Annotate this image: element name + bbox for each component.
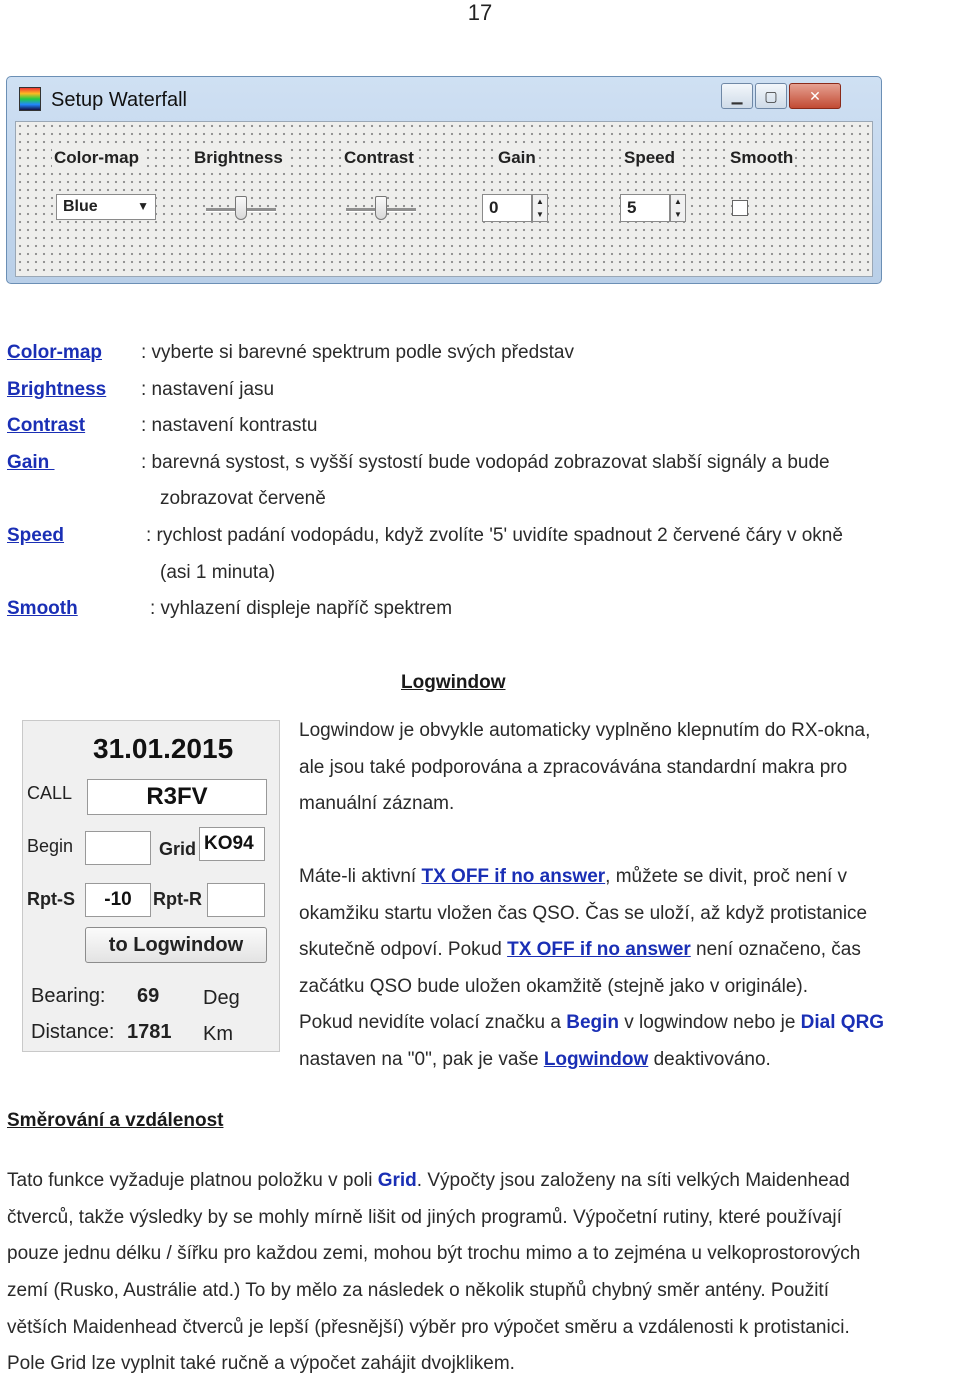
call-label: CALL: [27, 783, 73, 803]
logwindow-text-line-9: [299, 1049, 771, 1071]
maximize-icon: ▢: [764, 87, 778, 104]
distance-value: 1781: [127, 1021, 172, 1043]
close-icon: ✕: [809, 87, 821, 104]
logwindow-text-line-1: Logwindow je obvykle automaticky vyplněno klepnutím do RX-okna,: [299, 720, 871, 741]
label-smooth: Smooth: [730, 148, 794, 167]
bearing-unit: Deg: [203, 987, 240, 1009]
direction-text-line-4: zemí (Rusko, Austrálie atd.) To by mělo za následek o několik stupňů chybný směr antény. Použití: [7, 1280, 829, 1301]
brightness-slider-thumb[interactable]: [235, 196, 247, 220]
direction-text-line-3: pouze jednu délku / šířku pro každou zemi, mohou být trochu mimo a to zejména u velkoprostorových: [7, 1243, 861, 1264]
begin-highlight: Begin: [566, 1012, 619, 1033]
spin-up-icon[interactable]: ▲: [674, 197, 682, 206]
label-color-map: Color-map: [54, 148, 139, 167]
definition-brightness: : nastavení jasu: [141, 379, 275, 400]
text-fragment: , můžete se divit, proč není v: [605, 866, 848, 887]
grid-highlight: Grid: [377, 1170, 417, 1191]
spin-down-icon[interactable]: ▼: [536, 210, 544, 219]
bearing-label: Bearing:: [31, 985, 106, 1007]
text-fragment: Pokud nevidíte volací značku a: [299, 1012, 567, 1033]
rpt-s-label: Rpt-S: [27, 889, 75, 909]
definition-contrast: : nastavení kontrastu: [141, 415, 318, 436]
speed-spinbox[interactable]: 5: [620, 194, 670, 222]
text-fragment: deaktivováno.: [648, 1049, 771, 1070]
direction-text-line-5: větších Maidenhead čtverců je lepší (přesnější) výběr pro výpočet směru a vzdálenosti k protistanici.: [7, 1317, 850, 1338]
text-fragment: . Výpočty jsou založeny na síti velkých Maidenhead: [416, 1170, 850, 1191]
logwindow-text-line-7: začátku QSO bude uložen okamžitě (stejně jako v originále).: [299, 976, 809, 997]
speed-spin-buttons[interactable]: [670, 194, 686, 222]
logwindow-text-line-8: [299, 1012, 884, 1034]
distance-label: Distance:: [31, 1021, 115, 1043]
call-input[interactable]: R3FV: [87, 779, 267, 815]
direction-text-line-6: Pole Grid lze vyplnit také ručně a výpočet zahájit dvojklikem.: [7, 1353, 515, 1374]
window-title: Setup Waterfall: [51, 89, 187, 111]
grid-label: Grid: [159, 839, 197, 859]
logwindow-heading: Logwindow: [401, 672, 506, 693]
grid-input[interactable]: KO94: [199, 827, 265, 861]
logwindow-text-line-5: okamžiku startu vložen čas QSO. Čas se uloží, až když protistanice: [299, 903, 868, 924]
direction-text-line-2: čtverců, takže výsledky by se mohly mírně lišit od jiných programů. Výpočetní rutiny, které používají: [7, 1207, 842, 1228]
logwindow-panel: [22, 720, 280, 1052]
text-fragment: Tato funkce vyžaduje platnou položku v poli: [7, 1170, 378, 1191]
distance-unit: Km: [203, 1023, 233, 1045]
close-button[interactable]: [789, 83, 841, 109]
logwindow-text-line-3: manuální záznam.: [299, 793, 455, 814]
spin-up-icon[interactable]: ▲: [536, 197, 544, 206]
begin-label: Begin: [27, 836, 74, 856]
smooth-checkbox[interactable]: [732, 200, 748, 216]
maximize-button[interactable]: [755, 83, 787, 109]
term-speed: Speed: [7, 525, 65, 546]
color-map-select[interactable]: [56, 194, 156, 220]
label-brightness: Brightness: [194, 148, 283, 167]
bearing-value: 69: [137, 985, 160, 1007]
term-gain: Gain: [7, 452, 55, 473]
logwindow-text-line-6: [299, 939, 861, 961]
rpt-s-input[interactable]: -10: [85, 883, 151, 917]
gain-spinbox[interactable]: 0: [482, 194, 532, 222]
minimize-icon: ▁: [731, 87, 743, 104]
term-color-map: Color-map: [7, 342, 102, 363]
minimize-button[interactable]: [721, 83, 753, 109]
page-number: 17: [467, 0, 493, 25]
direction-heading: Směrování a vzdálenost: [7, 1110, 224, 1131]
text-fragment: nastaven na "0", pak je vaše: [299, 1049, 544, 1070]
text-fragment: skutečně odpoví. Pokud: [299, 939, 508, 960]
term-brightness: Brightness: [7, 379, 107, 400]
contrast-slider-thumb[interactable]: [375, 196, 387, 220]
to-logwindow-button[interactable]: to Logwindow: [85, 927, 267, 963]
definition-color-map: : vyberte si barevné spektrum podle svých představ: [141, 342, 574, 363]
label-gain: Gain: [498, 148, 536, 167]
term-smooth: Smooth: [7, 598, 78, 619]
logwindow-text-line-4: [299, 866, 847, 888]
text-fragment: není označeno, čas: [690, 939, 861, 960]
rpt-r-input[interactable]: [207, 883, 265, 917]
label-speed: Speed: [624, 148, 676, 167]
dial-qrg-highlight: Dial QRG: [800, 1012, 885, 1033]
rpt-r-label: Rpt-R: [153, 889, 202, 909]
direction-text-line-1: [7, 1170, 850, 1192]
chevron-down-icon: ▼: [137, 199, 149, 213]
definition-gain-cont: zobrazovat červeně: [160, 488, 326, 509]
begin-input[interactable]: [85, 831, 151, 865]
logwindow-text-line-2: ale jsou také podporována a zpracovávána standardní makra pro: [299, 757, 848, 778]
color-map-value: Blue: [63, 198, 98, 215]
label-contrast: Contrast: [344, 148, 414, 167]
tx-off-link: TX OFF if no answer: [421, 866, 606, 887]
definition-smooth: : vyhlazení displeje napříč spektrem: [150, 598, 453, 619]
window-titlebar[interactable]: [7, 77, 881, 121]
waterfall-app-icon: [19, 87, 41, 111]
text-fragment: Máte-li aktivní: [299, 866, 422, 887]
setup-waterfall-window: [6, 76, 882, 284]
tx-off-link: TX OFF if no answer: [507, 939, 691, 960]
term-contrast: Contrast: [7, 415, 86, 436]
definition-speed-cont: (asi 1 minuta): [160, 562, 276, 583]
text-fragment: v logwindow nebo je: [619, 1012, 801, 1033]
window-client-area: [15, 121, 873, 277]
definition-speed: : rychlost padání vodopádu, když zvolíte '5' uvidíte spadnout 2 červené čáry v okně: [146, 525, 843, 546]
spin-down-icon[interactable]: ▼: [674, 210, 682, 219]
gain-spin-buttons[interactable]: [532, 194, 548, 222]
log-date: 31.01.2015: [93, 733, 234, 764]
definition-gain: : barevná systost, s vyšší systostí bude vodopád zobrazovat slabší signály a bude: [141, 452, 830, 473]
logwindow-link: Logwindow: [543, 1049, 649, 1070]
